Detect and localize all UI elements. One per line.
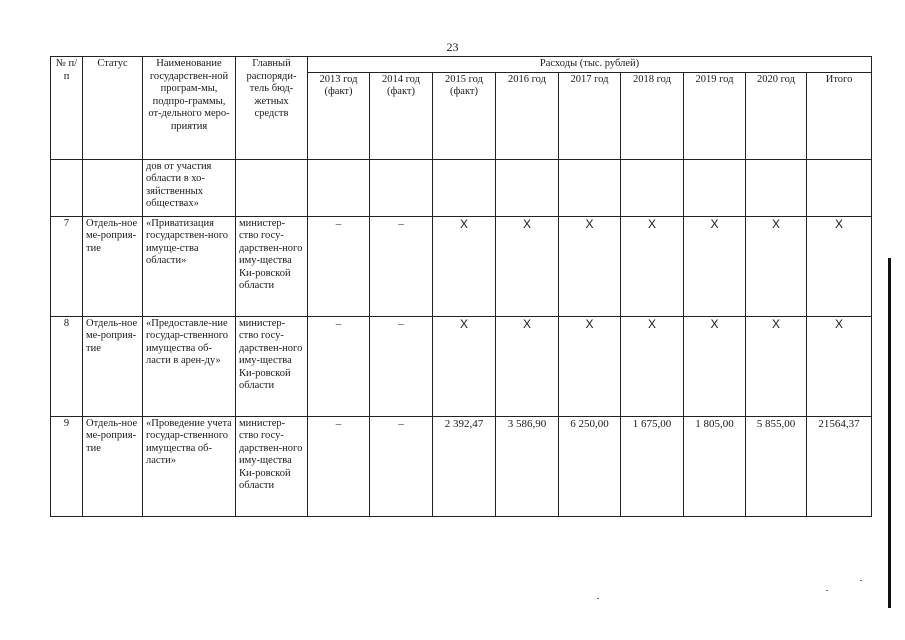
row-value: X (746, 316, 807, 416)
row-value: X (559, 216, 621, 316)
row-status: Отдель-ное ме-роприя-тие (83, 416, 143, 516)
row-value: X (433, 316, 496, 416)
header-year: 2013 год (факт) (308, 72, 370, 159)
row-value: – (370, 216, 433, 316)
scan-speck (826, 590, 828, 591)
row-value: 1 675,00 (621, 416, 684, 516)
table-row (51, 416, 872, 516)
row-value: X (621, 216, 684, 316)
header-expenses: Расходы (тыс. рублей) (308, 57, 872, 73)
row-num: 7 (51, 216, 83, 316)
row-value: – (370, 416, 433, 516)
row-value: 1 805,00 (684, 416, 746, 516)
row-value (684, 159, 746, 216)
row-value: 2 392,47 (433, 416, 496, 516)
row-name: «Предоставле-ние государ-ственного имущества об-ласти в арен-ду» (143, 316, 236, 416)
row-value (308, 159, 370, 216)
row-value (433, 159, 496, 216)
row-value: – (370, 316, 433, 416)
row-value (621, 159, 684, 216)
row-value: – (308, 416, 370, 516)
row-value: X (496, 316, 559, 416)
scan-speck (597, 598, 599, 599)
row-status: Отдель-ное ме-роприя-тие (83, 216, 143, 316)
row-value: X (496, 216, 559, 316)
header-year: 2017 год (559, 72, 621, 159)
row-admin: министер-ство госу-дарствен-ного иму-щества Ки-ровской области (236, 316, 308, 416)
header-num: № п/п (51, 57, 83, 160)
row-value: – (308, 316, 370, 416)
expenses-table (50, 56, 872, 517)
row-value: X (684, 316, 746, 416)
header-name: Наименование государствен-ной програм-мы, подпро-граммы, от-дельного меро-приятия (143, 57, 236, 160)
row-value: 5 855,00 (746, 416, 807, 516)
row-value: X (684, 216, 746, 316)
row-admin: министер-ство госу-дарствен-ного иму-щества Ки-ровской области (236, 216, 308, 316)
header-status: Статус (83, 57, 143, 160)
row-value (746, 159, 807, 216)
row-value: 3 586,90 (496, 416, 559, 516)
row-value: 6 250,00 (559, 416, 621, 516)
scan-edge-shadow (888, 258, 891, 608)
row-value: X (746, 216, 807, 316)
row-value (559, 159, 621, 216)
row-value: X (807, 216, 872, 316)
table-row (51, 216, 872, 316)
row-value: 21564,37 (807, 416, 872, 516)
header-year: 2014 год (факт) (370, 72, 433, 159)
row-num: 8 (51, 316, 83, 416)
table-row (51, 159, 872, 216)
header-admin: Главный распоряди-тель бюд-жетных средств (236, 57, 308, 160)
row-value: X (559, 316, 621, 416)
table-row (51, 316, 872, 416)
header-year: 2016 год (496, 72, 559, 159)
row-num (51, 159, 83, 216)
header-year: 2020 год (746, 72, 807, 159)
header-row-top (51, 57, 872, 73)
header-year: 2018 год (621, 72, 684, 159)
row-value (370, 159, 433, 216)
row-value: – (308, 216, 370, 316)
row-value: X (621, 316, 684, 416)
row-admin (236, 159, 308, 216)
header-total: Итого (807, 72, 872, 159)
page-number: 23 (446, 40, 459, 54)
row-value (807, 159, 872, 216)
header-year: 2015 год (факт) (433, 72, 496, 159)
row-value: X (807, 316, 872, 416)
row-status (83, 159, 143, 216)
row-name: «Приватизация государствен-ного имуще-ства области» (143, 216, 236, 316)
row-value: X (433, 216, 496, 316)
row-name: дов от участия области в хо-зяйственных обществах» (143, 159, 236, 216)
row-status: Отдель-ное ме-роприя-тие (83, 316, 143, 416)
row-value (496, 159, 559, 216)
row-num: 9 (51, 416, 83, 516)
scan-speck (860, 580, 862, 581)
row-admin: министер-ство госу-дарствен-ного иму-щества Ки-ровской области (236, 416, 308, 516)
row-name: «Проведение учета государ-ственного имущества об-ласти» (143, 416, 236, 516)
header-year: 2019 год (684, 72, 746, 159)
